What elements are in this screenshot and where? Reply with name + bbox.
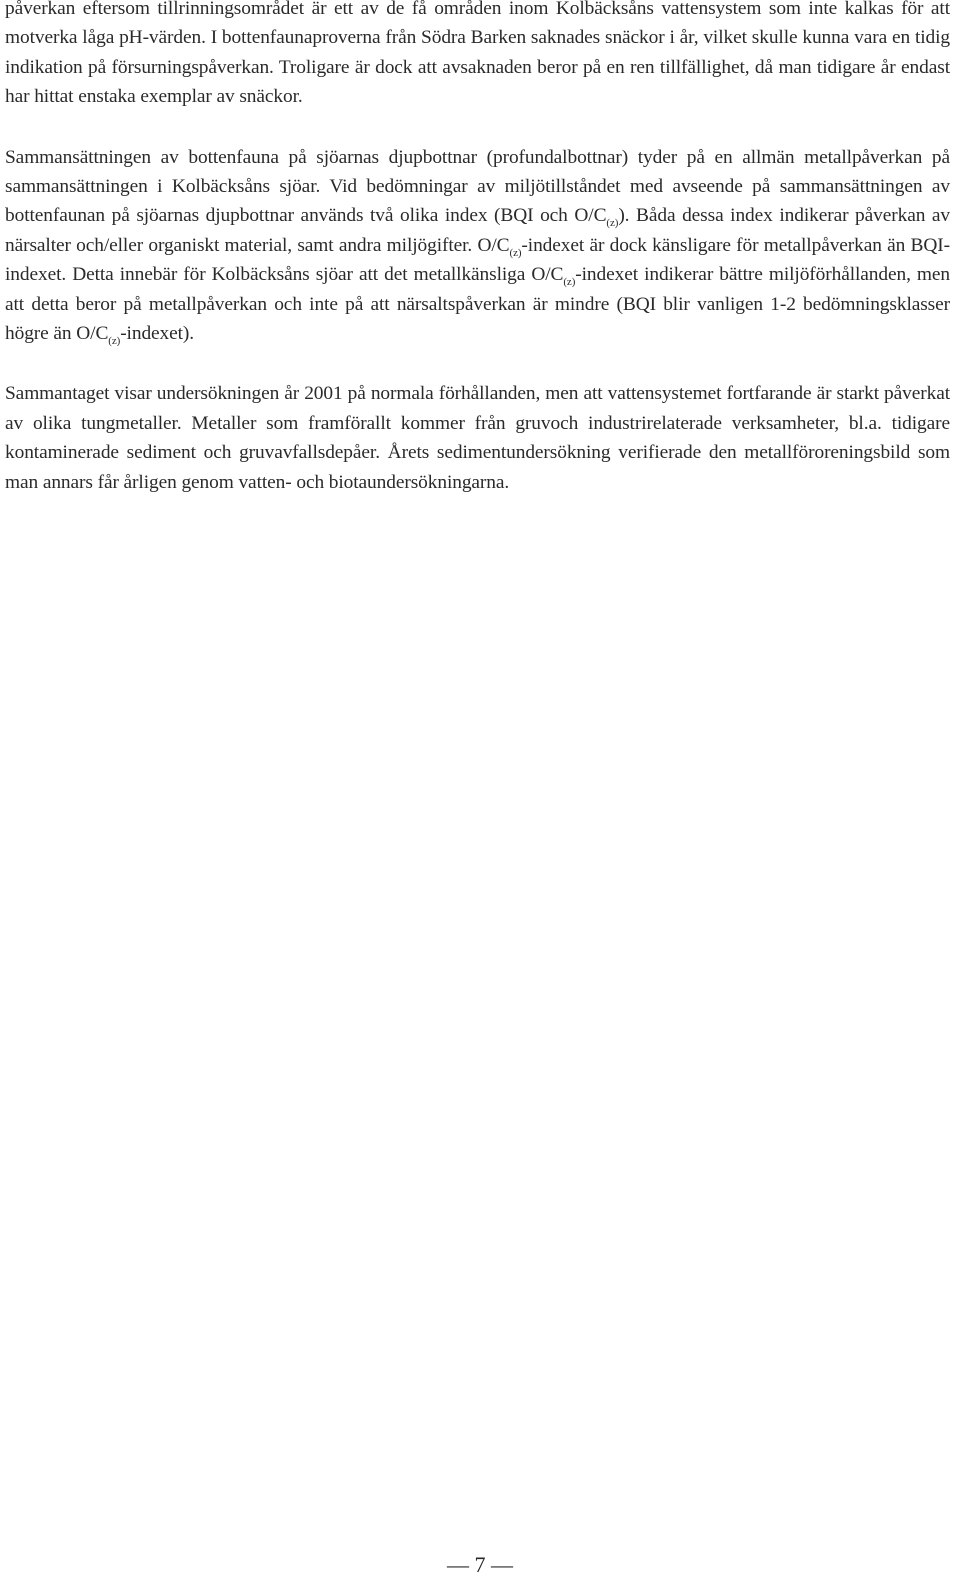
paragraph-text: -indexet indikerar bättre miljöförhållanden, men att detta beror på metallpåverkan och inte på att närsaltspåverkan är mindre (BQI blir vanligen 1-2 bedömningsklasser högre än O/C: [5, 264, 950, 345]
paragraph-text: -indexet).: [120, 323, 195, 345]
body-paragraph: [5, 379, 950, 497]
subscript: (z): [563, 276, 576, 289]
paragraph-text: Sammantaget visar undersökningen år 2001 på normala förhållanden, men att vattensystemet fortfarande är starkt påverkat av olika tungmetaller. Metaller som framförallt kommer från gruvoch industrirelaterade verksamheter, bl.a. tidigare kontaminerade sediment och gruvavfallsdepåer. Årets sedimentundersökning verifierade den metallföroreningsbild som man annars får årligen genom vatten- och biotaundersökningarna.: [5, 383, 950, 493]
document-page: [5, 0, 950, 497]
body-paragraph: [5, 143, 950, 349]
paragraph-text: Sammansättningen av bottenfauna på sjöarnas djupbottnar (profundalbottnar) tyder på en allmän metallpåverkan på sammansättningen i Kolbäcksåns sjöar. Vid bedömningar av miljötillståndet med avseende på sammansättningen av bottenfaunan på sjöarnas djupbottnar används två olika index (BQI och O/C: [5, 146, 950, 227]
paragraph-text: ). Båda dessa index indikerar påverkan av närsalter och/eller organiskt material, samt andra miljögifter. O/C: [5, 205, 950, 256]
subscript: (z): [606, 217, 619, 230]
body-paragraph: [5, 0, 950, 112]
page-number: — 7 —: [447, 1552, 513, 1577]
subscript: (z): [108, 335, 121, 348]
paragraph-text: påverkan eftersom tillrinningsområdet är ett av de få områden inom Kolbäcksåns vattensystem som inte kalkas för att motverka låga pH-värden. I bottenfaunaproverna från Södra Barken saknades snäckor i år, vilket skulle kunna vara en tidig indikation på försurningspåverkan. Troligare är dock att avsaknaden beror på en ren tillfällighet, då man tidigare år endast har hittat enstaka exemplar av snäckor.: [5, 0, 950, 108]
paragraph-text: -indexet är dock känsligare för metallpåverkan än BQI-indexet. Detta innebär för Kolbäcksåns sjöar att det metallkänsliga O/C: [5, 234, 950, 286]
subscript: (z): [509, 246, 522, 259]
